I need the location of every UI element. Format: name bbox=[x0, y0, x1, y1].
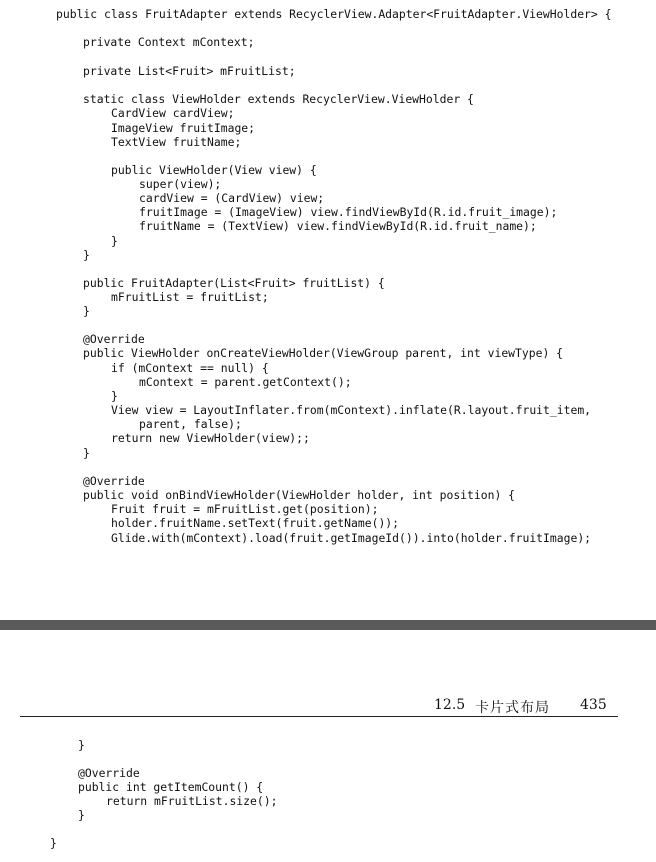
code-line: } bbox=[78, 808, 85, 822]
code-line: public ViewHolder onCreateViewHolder(ViewGroup parent, int viewType) { bbox=[83, 346, 564, 360]
code-line: View view = LayoutInflater.from(mContext).inflate(R.layout.fruit_item, bbox=[111, 403, 592, 417]
code-line: public ViewHolder(View view) { bbox=[111, 163, 317, 177]
code-line: @Override bbox=[83, 332, 145, 346]
code-line: mContext = parent.getContext(); bbox=[139, 375, 352, 389]
code-line: cardView = (CardView) view; bbox=[139, 191, 325, 205]
code-line: public FruitAdapter(List<Fruit> fruitList) { bbox=[83, 276, 385, 290]
code-line: fruitName = (TextView) view.findViewById(R.id.fruit_name); bbox=[139, 219, 537, 233]
code-line: private List<Fruit> mFruitList; bbox=[83, 64, 296, 78]
code-line: } bbox=[83, 446, 90, 460]
code-line: } bbox=[83, 304, 90, 318]
code-line: public class FruitAdapter extends RecyclerView.Adapter<FruitAdapter.ViewHolder> { bbox=[56, 7, 612, 21]
code-line: Fruit fruit = mFruitList.get(position); bbox=[111, 502, 379, 516]
code-line: Glide.with(mContext).load(fruit.getImageId()).into(holder.fruitImage); bbox=[111, 531, 592, 545]
code-line: if (mContext == null) { bbox=[111, 361, 269, 375]
code-line: } bbox=[111, 389, 118, 403]
code-line: TextView fruitName; bbox=[111, 135, 242, 149]
code-line: } bbox=[50, 836, 57, 850]
section-number: 12.5 bbox=[434, 697, 466, 713]
code-line: @Override bbox=[78, 766, 140, 780]
code-line: public void onBindViewHolder(ViewHolder holder, int position) { bbox=[83, 488, 516, 502]
code-line: return new ViewHolder(view);; bbox=[111, 431, 310, 445]
code-line: } bbox=[78, 738, 85, 752]
code-line: parent, false); bbox=[139, 417, 242, 431]
code-line: @Override bbox=[83, 474, 145, 488]
code-line: private Context mContext; bbox=[83, 35, 255, 49]
code-line: mFruitList = fruitList; bbox=[111, 290, 269, 304]
code-line: static class ViewHolder extends RecyclerView.ViewHolder { bbox=[83, 92, 474, 106]
header-rule bbox=[20, 716, 618, 717]
code-line: ImageView fruitImage; bbox=[111, 121, 256, 135]
code-line: holder.fruitName.setText(fruit.getName()); bbox=[111, 516, 400, 530]
code-line: public int getItemCount() { bbox=[78, 780, 264, 794]
code-line: CardView cardView; bbox=[111, 106, 235, 120]
code-line: super(view); bbox=[139, 177, 222, 191]
code-line: fruitImage = (ImageView) view.findViewById(R.id.fruit_image); bbox=[139, 205, 558, 219]
code-line: } bbox=[83, 248, 90, 262]
section-title: 卡片式布局 bbox=[475, 700, 550, 716]
code-line: } bbox=[111, 234, 118, 248]
page-number: 435 bbox=[580, 697, 607, 713]
code-line: return mFruitList.size(); bbox=[106, 794, 278, 808]
page-separator bbox=[0, 620, 656, 630]
